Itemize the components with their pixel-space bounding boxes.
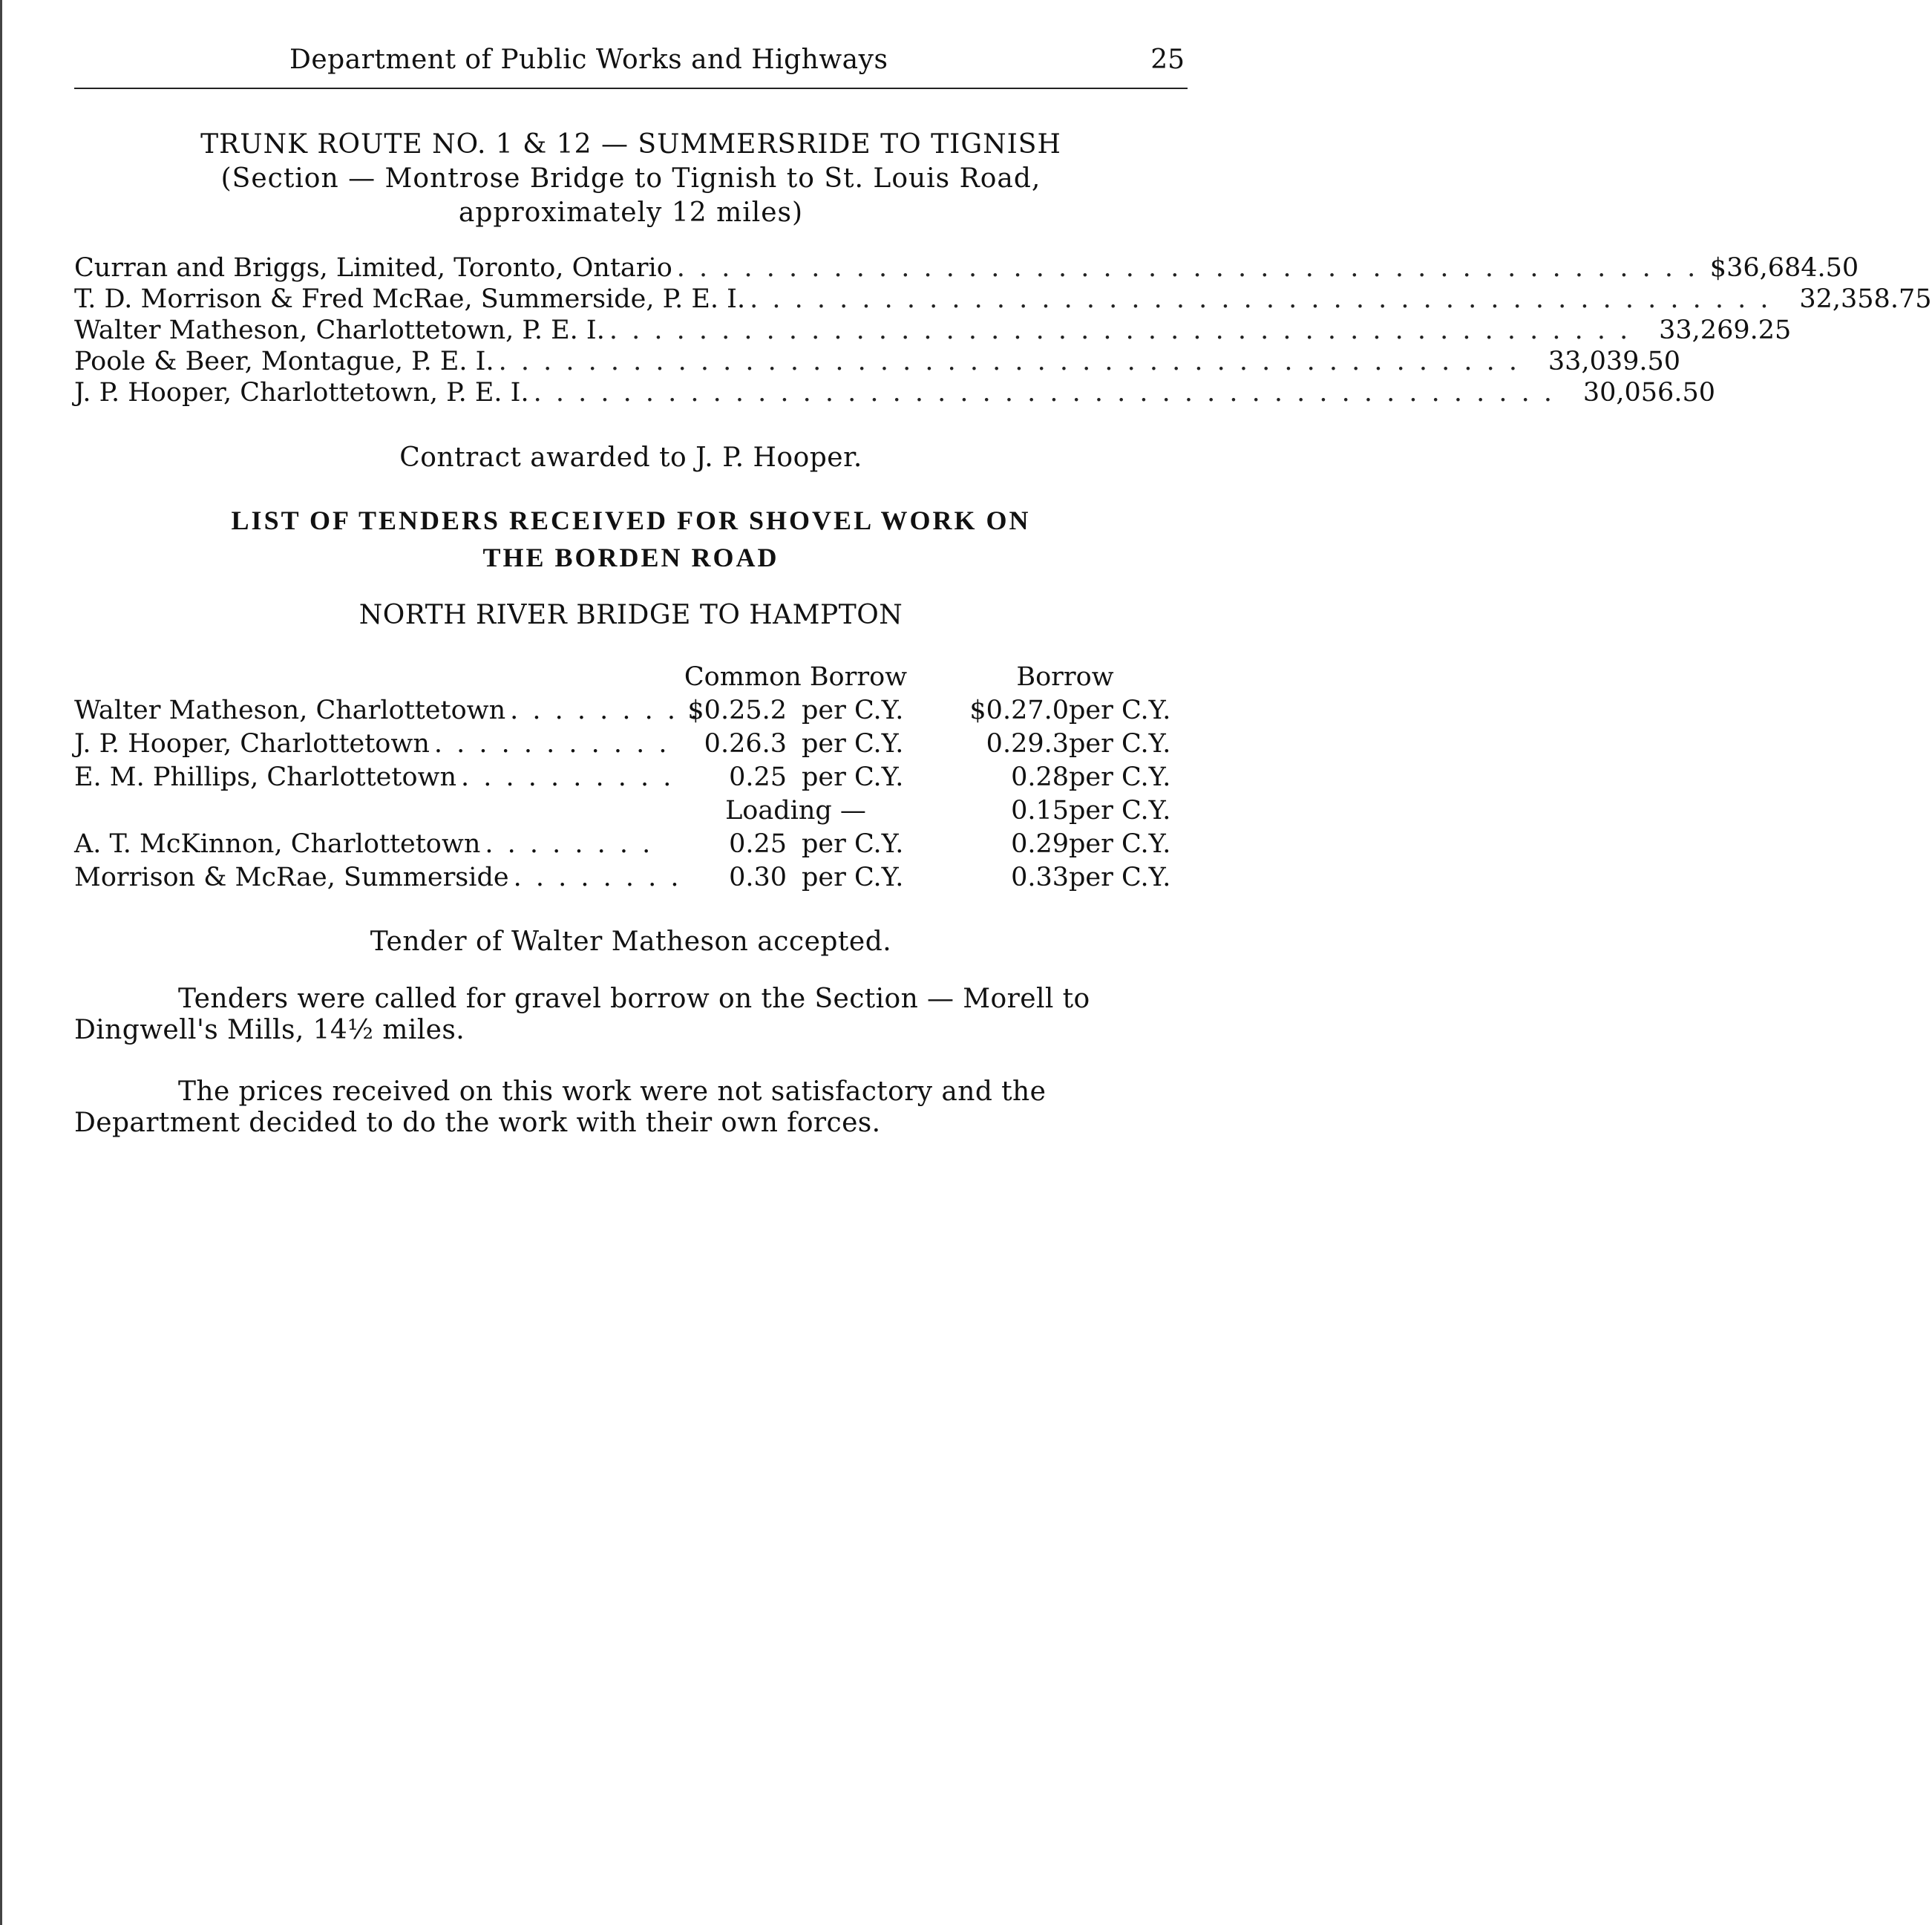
unit-label: per C.Y. [1069,729,1171,759]
tender-amount: 30,056.50 [1582,378,1715,408]
paragraph-prices [74,1076,1188,1139]
tender-name: Walter Matheson, Charlottetown, P. E. I. [74,316,605,345]
tender-name: T. D. Morrison & Fred McRae, Summerside, P. E. I. [74,284,746,314]
borrow-price: 0.33 [1011,863,1069,892]
header-title: Department of Public Works and Highways [289,45,888,75]
common-borrow-price: 0.26.3 [704,729,787,759]
shovel-heading [74,502,1188,576]
table-row [74,828,1188,861]
paragraph-line: Dingwell's Mills, 14½ miles. [74,1015,465,1045]
unit-label: per C.Y. [1069,863,1171,892]
dot-leader: . . . . . . . . . . . . . . . . . . . . . . . . . . . . . . . . . . . . . . . . . . . . . . [750,284,1772,314]
unit-label: per C.Y. [802,762,904,792]
page-edge [0,0,2,1925]
unit-label: per C.Y. [802,696,904,725]
column-header-common-borrow: Common Borrow [684,662,908,692]
shovel-heading-line1: LIST OF TENDERS RECEIVED FOR SHOVEL WORK ON [231,506,1031,535]
loading-label: Loading — [725,796,866,826]
tender-name: J. P. Hooper, Charlottetown, P. E. I. [74,378,529,408]
borrow-price: 0.28 [1011,762,1069,792]
dot-leader: . . . . . . . . . . . [433,729,670,759]
table-row-loading [74,794,1188,828]
shovel-heading-line2: THE BORDEN ROAD [482,543,779,572]
tender-name: Curran and Briggs, Limited, Toronto, Ontario [74,253,672,283]
paragraph-gravel-borrow [74,984,1188,1046]
route-heading-line1: TRUNK ROUTE NO. 1 & 12 — SUMMERSRIDE TO TIGNISH [200,129,1061,160]
paragraph-line: Department decided to do the work with their own forces. [74,1108,881,1138]
page-number: 25 [1150,45,1185,75]
unit-label: per C.Y. [1069,829,1171,859]
dot-leader: . . . . . . . . . . . . . . . . . . . . . . . . . . . . . . . . . . . . . . . . . . . . . . [533,378,1555,408]
loading-price: 0.15 [1011,796,1069,826]
dot-leader: . . . . . . . . . . . . . . . . . . . . . . . . . . . . . . . . . . . . . . . . . . . . . . [498,347,1521,376]
tender-row [74,315,1792,346]
tenderer-name: J. P. Hooper, Charlottetown [74,729,430,759]
tender-row [74,346,1681,377]
tender-row [74,284,1932,315]
tender-row [74,252,1859,284]
shovel-section-title: NORTH RIVER BRIDGE TO HAMPTON [358,600,903,630]
tenderer-name: A. T. McKinnon, Charlottetown [74,829,481,859]
dot-leader: . . . . . . . . [513,863,682,892]
unit-label: per C.Y. [802,863,904,892]
borrow-price: 0.29 [1011,829,1069,859]
table-header-row [74,661,1188,694]
route-heading [74,128,1188,230]
tender-amount: 33,039.50 [1548,347,1681,376]
column-header-borrow: Borrow [1016,662,1114,692]
common-borrow-price: 0.25 [729,762,787,792]
dot-leader: . . . . . . . . . . . . . . . . . . . . . . . . . . . . . . . . . . . . . . . . . . . . . . [609,316,1631,345]
table-row [74,761,1188,794]
dot-leader: . . . . . . . . . [510,696,701,725]
common-borrow-price: 0.30 [729,863,787,892]
tender-row [74,377,1715,408]
unit-label: per C.Y. [1069,796,1171,826]
dot-leader: . . . . . . . . . . [461,762,675,792]
table-row [74,728,1188,761]
paragraph-line: Tenders were called for gravel borrow on the Section — Morell to [178,984,1090,1014]
tender-amount: 33,269.25 [1659,316,1792,345]
dot-leader: . . . . . . . . [485,829,654,859]
borrow-price: $0.27.0 [969,696,1069,725]
common-borrow-price: $0.25.2 [687,696,787,725]
tender-amount: $36,684.50 [1709,253,1859,283]
tenderer-name: Walter Matheson, Charlottetown [74,696,506,725]
unit-label: per C.Y. [1069,696,1171,725]
dot-leader: . . . . . . . . . . . . . . . . . . . . . . . . . . . . . . . . . . . . . . . . . . . . . . [676,253,1699,283]
header-rule [74,88,1188,89]
unit-label: per C.Y. [1069,762,1171,792]
shovel-award: Tender of Walter Matheson accepted. [370,926,892,957]
table-row [74,861,1188,895]
route-tender-list [74,252,1932,408]
running-header [74,45,1188,89]
common-borrow-price: 0.25 [729,829,787,859]
route-heading-line3: approximately 12 miles) [458,197,804,228]
borrow-price: 0.29.3 [986,729,1069,759]
unit-label: per C.Y. [802,729,904,759]
route-heading-line2: (Section — Montrose Bridge to Tignish to St. Louis Road, [220,163,1041,194]
route-award: Contract awarded to J. P. Hooper. [399,442,862,473]
tender-amount: 32,358.75 [1799,284,1932,314]
tenderer-name: Morrison & McRae, Summerside [74,863,509,892]
table-row [74,694,1188,728]
tender-name: Poole & Beer, Montague, P. E. I. [74,347,494,376]
tenderer-name: E. M. Phillips, Charlottetown [74,762,457,792]
unit-label: per C.Y. [802,829,904,859]
shovel-tender-table [74,661,1188,895]
paragraph-line: The prices received on this work were not satisfactory and the [178,1076,1047,1107]
